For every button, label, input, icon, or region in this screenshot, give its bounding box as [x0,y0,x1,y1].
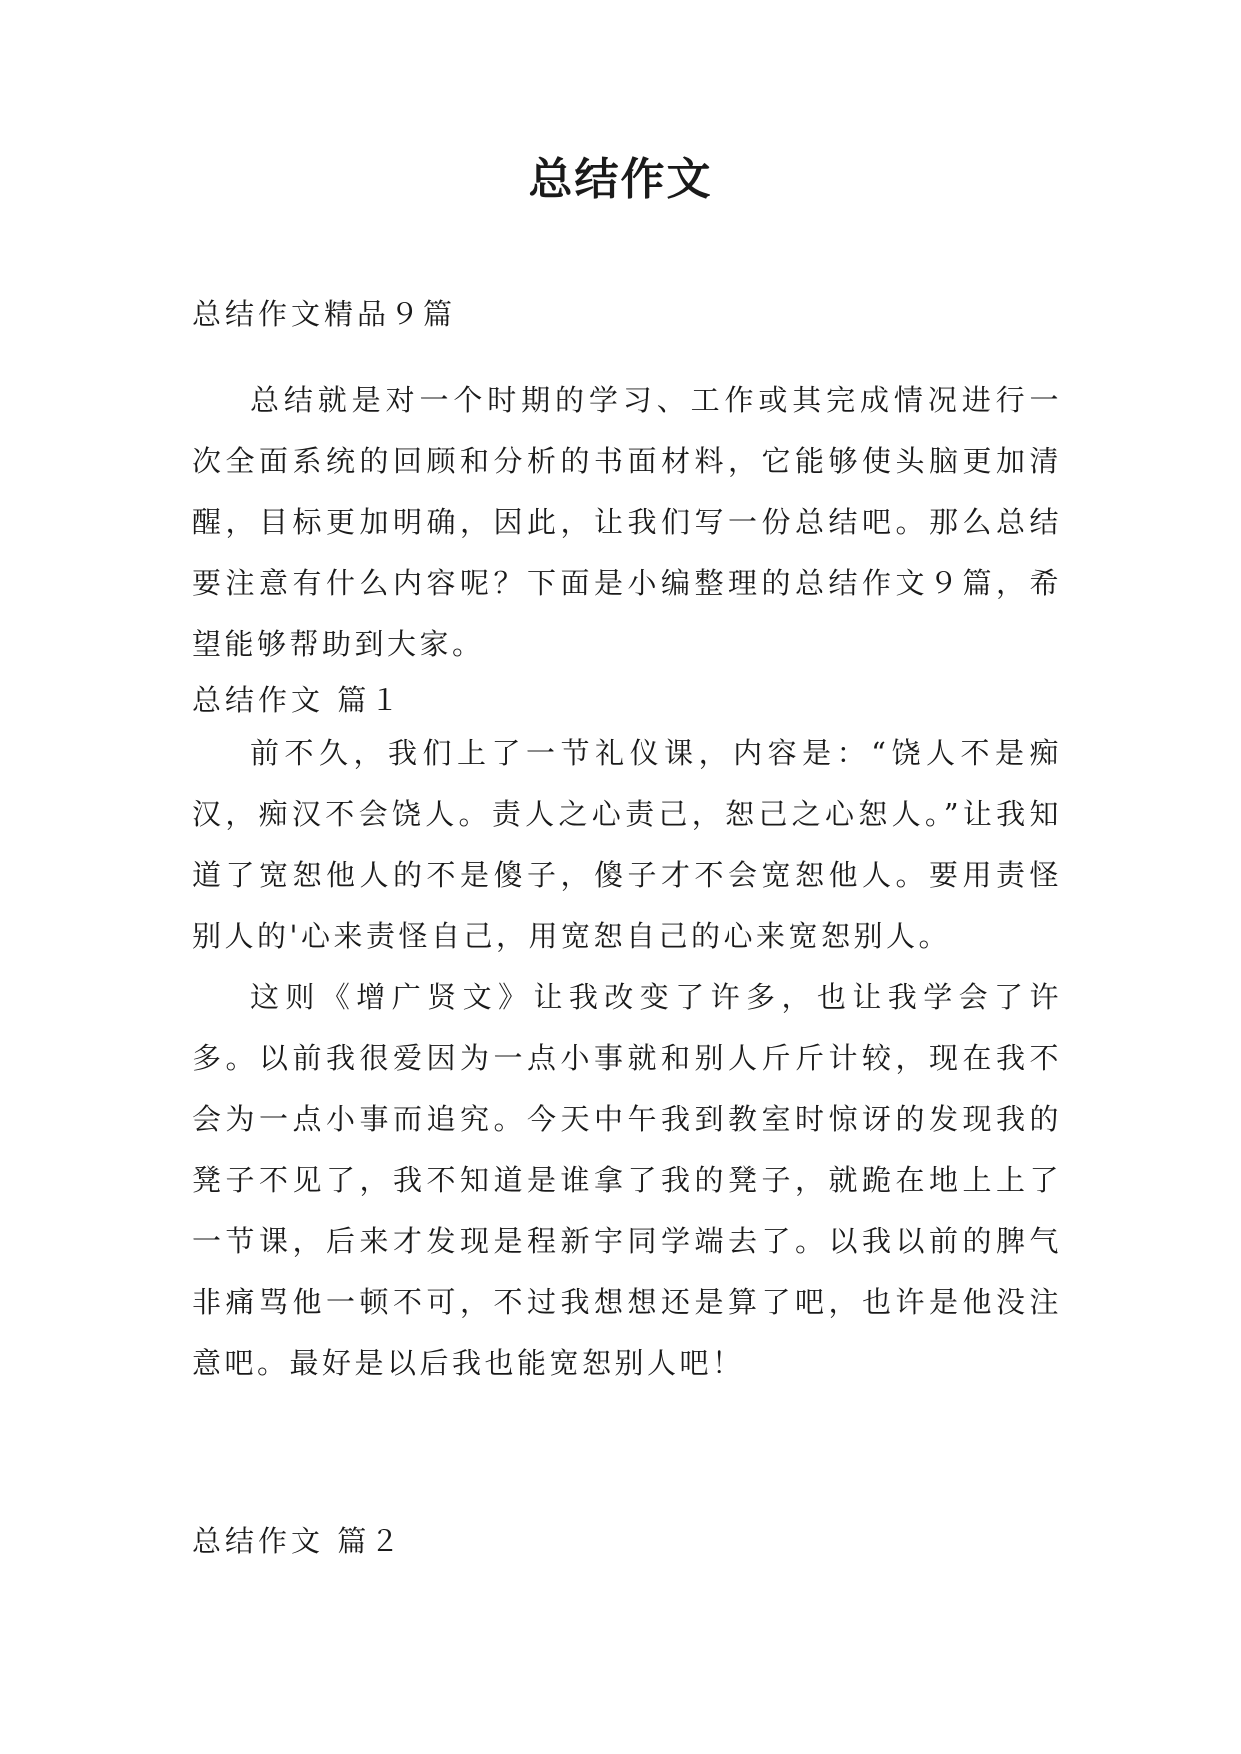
intro-paragraph: 总结就是对一个时期的学习、工作或其完成情况进行一次全面系统的回顾和分析的书面材料，它能够使头脑更加清醒，目标更加明确，因此，让我们写一份总结吧。那么总结要注意有什么内容呢？下面是小编整理的总结作文９篇，希望能够帮助到大家。 [192,383,1062,661]
document-title: 总结作文 [528,154,713,205]
section-1-paragraph-2: 这则《增广贤文》让我改变了许多，也让我学会了许多。以前我很爱因为一点小事就和别人斤斤计较，现在我不会为一点小事而追究。今天中午我到教室时惊讶的发现我的凳子不见了，我不知道是谁拿了我的凳子，就跪在地上上了一节课，后来才发现是程新宇同学端去了。以我以前的脾气非痛骂他一顿不可，不过我想想还是算了吧，也许是他没注意吧。最好是以后我也能宽恕别人吧！ [192,980,1062,1380]
section-heading-1: 总结作文 篇１ [192,683,404,717]
document-subtitle: 总结作文精品９篇 [192,297,457,331]
section-1-paragraph-1: 前不久，我们上了一节礼仪课，内容是：“饶人不是痴汉，痴汉不会饶人。责人之心责己，恕己之心恕人。”让我知道了宽恕他人的不是傻子，傻子才不会宽恕他人。要用责怪别人的'心来责怪自己，用宽恕自己的心来宽恕别人。 [192,736,1062,953]
section-heading-2: 总结作文 篇２ [192,1524,404,1558]
